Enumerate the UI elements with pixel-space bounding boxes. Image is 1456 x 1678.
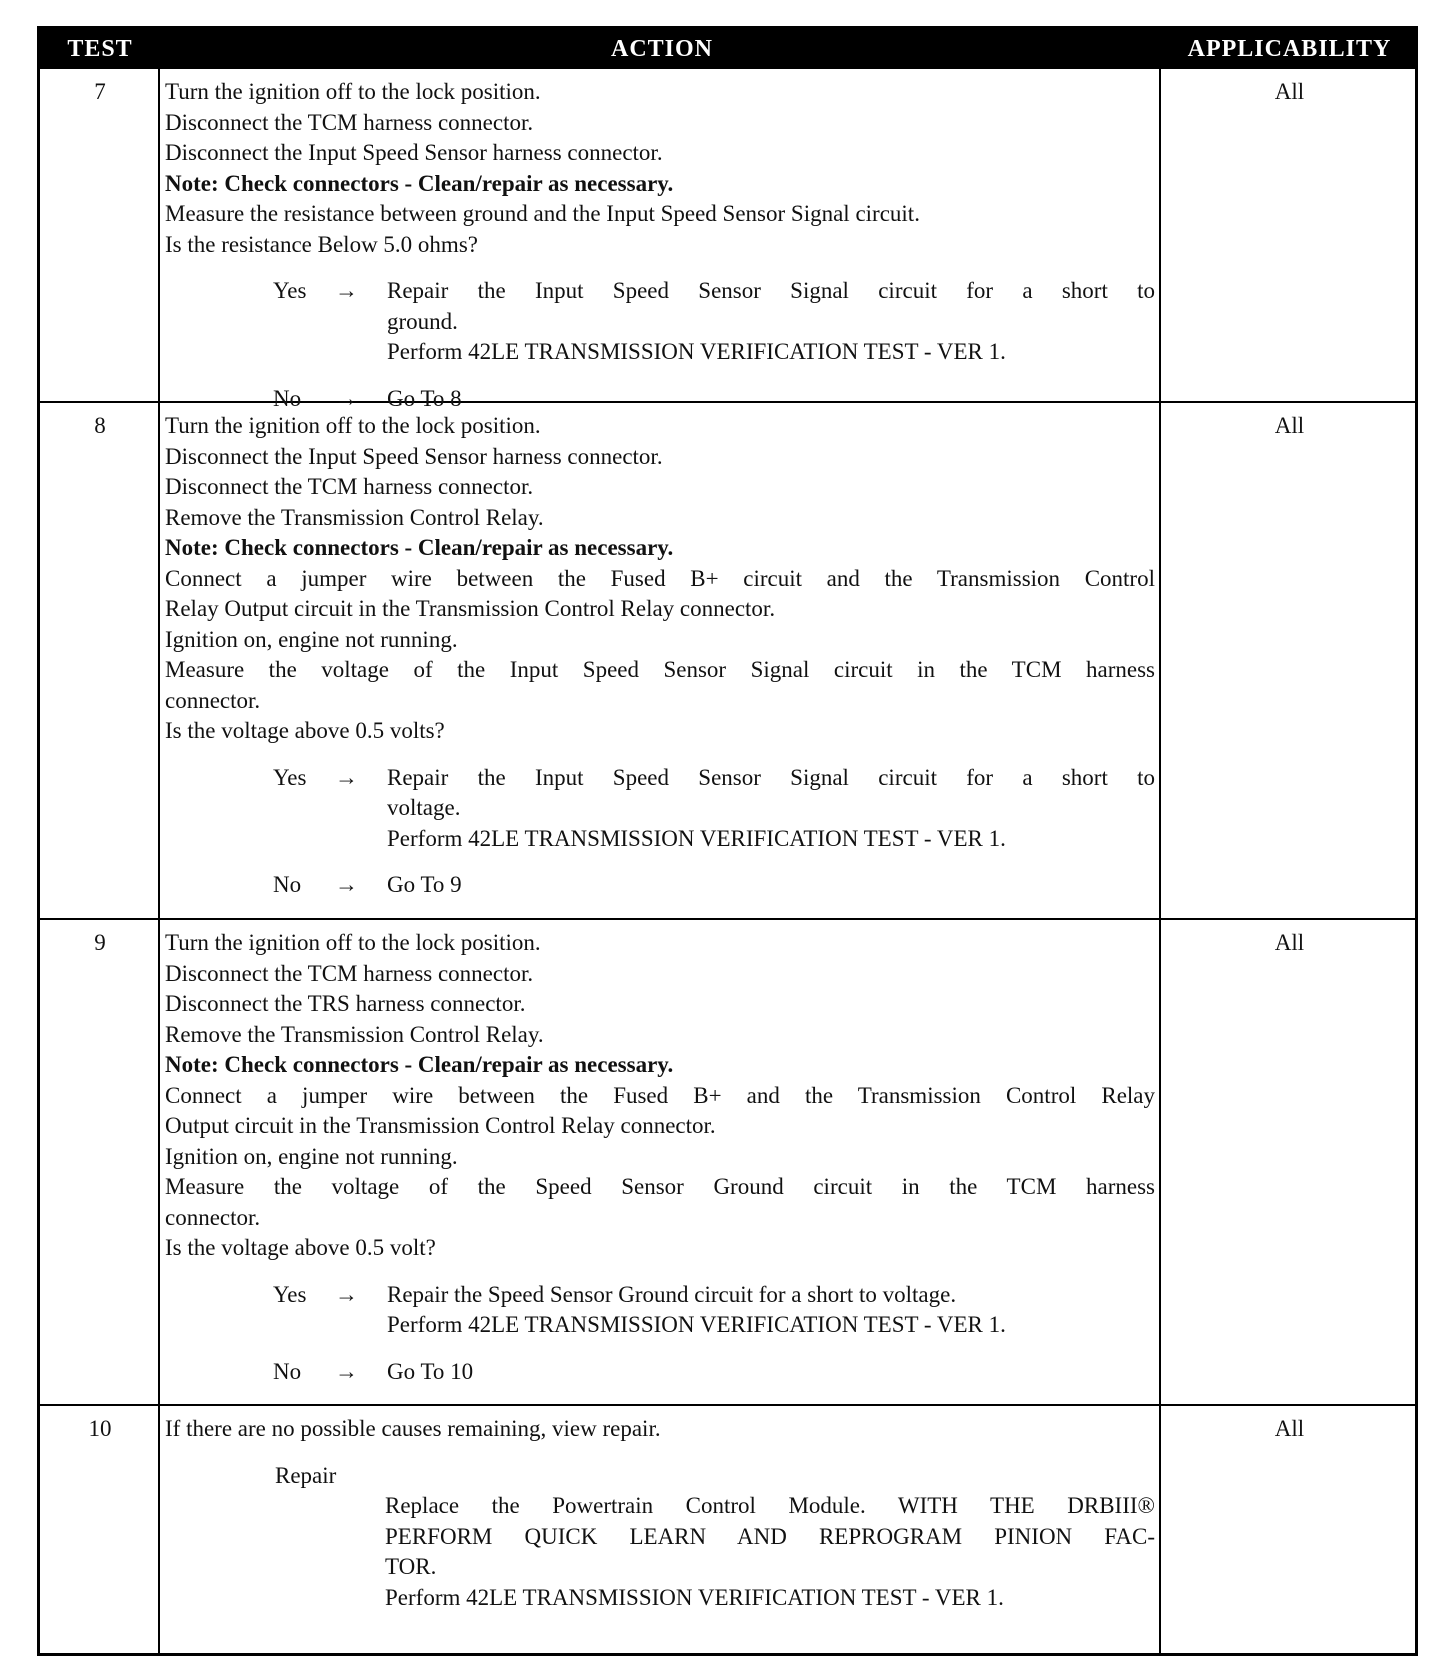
action-line: Disconnect the TCM harness connector.	[165, 109, 534, 135]
action-line: Relay Output circuit in the Transmission Control Relay connector.	[165, 596, 776, 621]
yes-label: Yes	[273, 764, 307, 790]
action-line: Measure the voltage of the Speed Sensor Ground circuit in the TCM harness	[165, 1174, 1155, 1199]
repair-line: TOR.	[385, 1554, 437, 1579]
arrow-icon: →	[335, 385, 358, 411]
action-line: Connect a jumper wire between the Fused B+ and the Transmission Control Relay	[165, 1082, 1155, 1108]
question-line: Is the resistance Below 5.0 ohms?	[165, 231, 478, 257]
arrow-icon: →	[335, 278, 358, 303]
yes-outcome	[165, 276, 1155, 368]
goto-text: Go To 10	[387, 1358, 474, 1384]
no-outcome	[165, 1357, 1155, 1388]
test-number: 7	[94, 79, 106, 104]
arrow-icon: →	[335, 764, 358, 790]
action-line: Disconnect the TRS harness connector.	[165, 991, 526, 1016]
action-line: Disconnect the Input Speed Sensor harness connector.	[165, 140, 663, 165]
table-header	[40, 29, 1415, 69]
action-line: Turn the ignition off to the lock position.	[165, 79, 541, 104]
outcome-line: Repair the Input Speed Sensor Signal circuit for a short to	[387, 764, 1155, 790]
outcome-line: voltage.	[387, 795, 461, 820]
column-divider	[1159, 69, 1161, 1653]
action-cell	[165, 77, 1155, 414]
action-line: Disconnect the Input Speed Sensor harness connector.	[165, 443, 663, 469]
action-line: Ignition on, engine not running.	[165, 1143, 458, 1169]
repair-line: Perform 42LE TRANSMISSION VERIFICATION TEST - VER 1.	[385, 1584, 1004, 1610]
repair-label: Repair	[275, 1462, 337, 1488]
question-line: Is the voltage above 0.5 volts?	[165, 718, 445, 743]
row-divider	[40, 918, 1415, 920]
action-line: Output circuit in the Transmission Control Relay connector.	[165, 1113, 716, 1138]
action-cell	[165, 928, 1155, 1387]
row-divider	[40, 1404, 1415, 1406]
test-number: 8	[94, 413, 106, 438]
action-line: Disconnect the TCM harness connector.	[165, 960, 534, 986]
applicability-value: All	[1274, 413, 1305, 438]
note-line: Note: Check connectors - Clean/repair as necessary.	[165, 170, 674, 196]
arrow-icon: →	[335, 1281, 358, 1307]
outcome-line: Perform 42LE TRANSMISSION VERIFICATION TEST - VER 1.	[387, 1312, 1006, 1337]
action-cell	[165, 1414, 1155, 1613]
arrow-icon: →	[335, 872, 358, 897]
header-action: ACTION	[610, 36, 713, 62]
outcome-line: Repair the Speed Sensor Ground circuit for a short to voltage.	[387, 1281, 957, 1307]
applicability-value: All	[1274, 930, 1305, 955]
repair-line: PERFORM QUICK LEARN AND REPROGRAM PINION FAC-	[385, 1523, 1155, 1549]
action-line: Connect a jumper wire between the Fused B+ circuit and the Transmission Control	[165, 565, 1155, 591]
no-label: No	[273, 385, 302, 411]
repair-line: Replace the Powertrain Control Module. WITH THE DRBIII®	[385, 1493, 1155, 1518]
outcome-line: Perform 42LE TRANSMISSION VERIFICATION TEST - VER 1.	[387, 339, 1006, 364]
outcome-line: Perform 42LE TRANSMISSION VERIFICATION TEST - VER 1.	[387, 825, 1006, 851]
no-label: No	[273, 1358, 302, 1384]
goto-text: Go To 9	[387, 872, 462, 897]
action-cell	[165, 411, 1155, 901]
action-line: Disconnect the TCM harness connector.	[165, 474, 534, 499]
outcome-line: ground.	[387, 308, 458, 334]
note-line: Note: Check connectors - Clean/repair as necessary.	[165, 1052, 674, 1077]
test-number: 9	[94, 930, 106, 955]
applicability-value: All	[1274, 1416, 1305, 1441]
repair-body	[385, 1491, 1155, 1613]
yes-outcome	[165, 1280, 1155, 1341]
action-line: Ignition on, engine not running.	[165, 626, 458, 652]
yes-outcome	[165, 763, 1155, 855]
action-line: Measure the resistance between ground and the Input Speed Sensor Signal circuit.	[165, 201, 920, 226]
yes-label: Yes	[273, 278, 307, 303]
applicability-value: All	[1274, 79, 1305, 104]
diagnostic-test-table	[37, 26, 1418, 1656]
no-outcome	[165, 870, 1155, 901]
action-line: Remove the Transmission Control Relay.	[165, 504, 544, 530]
test-number: 10	[88, 1416, 112, 1441]
header-applicability: APPLICABILITY	[1187, 36, 1392, 62]
yes-label: Yes	[273, 1281, 307, 1307]
action-line: connector.	[165, 687, 261, 713]
action-line: Measure the voltage of the Input Speed Sensor Signal circuit in the TCM harness	[165, 657, 1155, 682]
arrow-icon: →	[335, 1358, 358, 1384]
action-line: connector.	[165, 1204, 261, 1230]
no-label: No	[273, 872, 302, 897]
header-test: TEST	[67, 36, 133, 62]
action-line: Turn the ignition off to the lock position.	[165, 413, 541, 438]
action-line: If there are no possible causes remaining, view repair.	[165, 1416, 661, 1441]
goto-text: Go To 8	[387, 385, 462, 411]
no-outcome	[165, 384, 1155, 415]
action-line: Turn the ignition off to the lock position.	[165, 930, 541, 955]
question-line: Is the voltage above 0.5 volt?	[165, 1235, 436, 1260]
outcome-line: Repair the Input Speed Sensor Signal circuit for a short to	[387, 278, 1155, 303]
note-line: Note: Check connectors - Clean/repair as necessary.	[165, 535, 674, 560]
action-line: Remove the Transmission Control Relay.	[165, 1021, 544, 1047]
